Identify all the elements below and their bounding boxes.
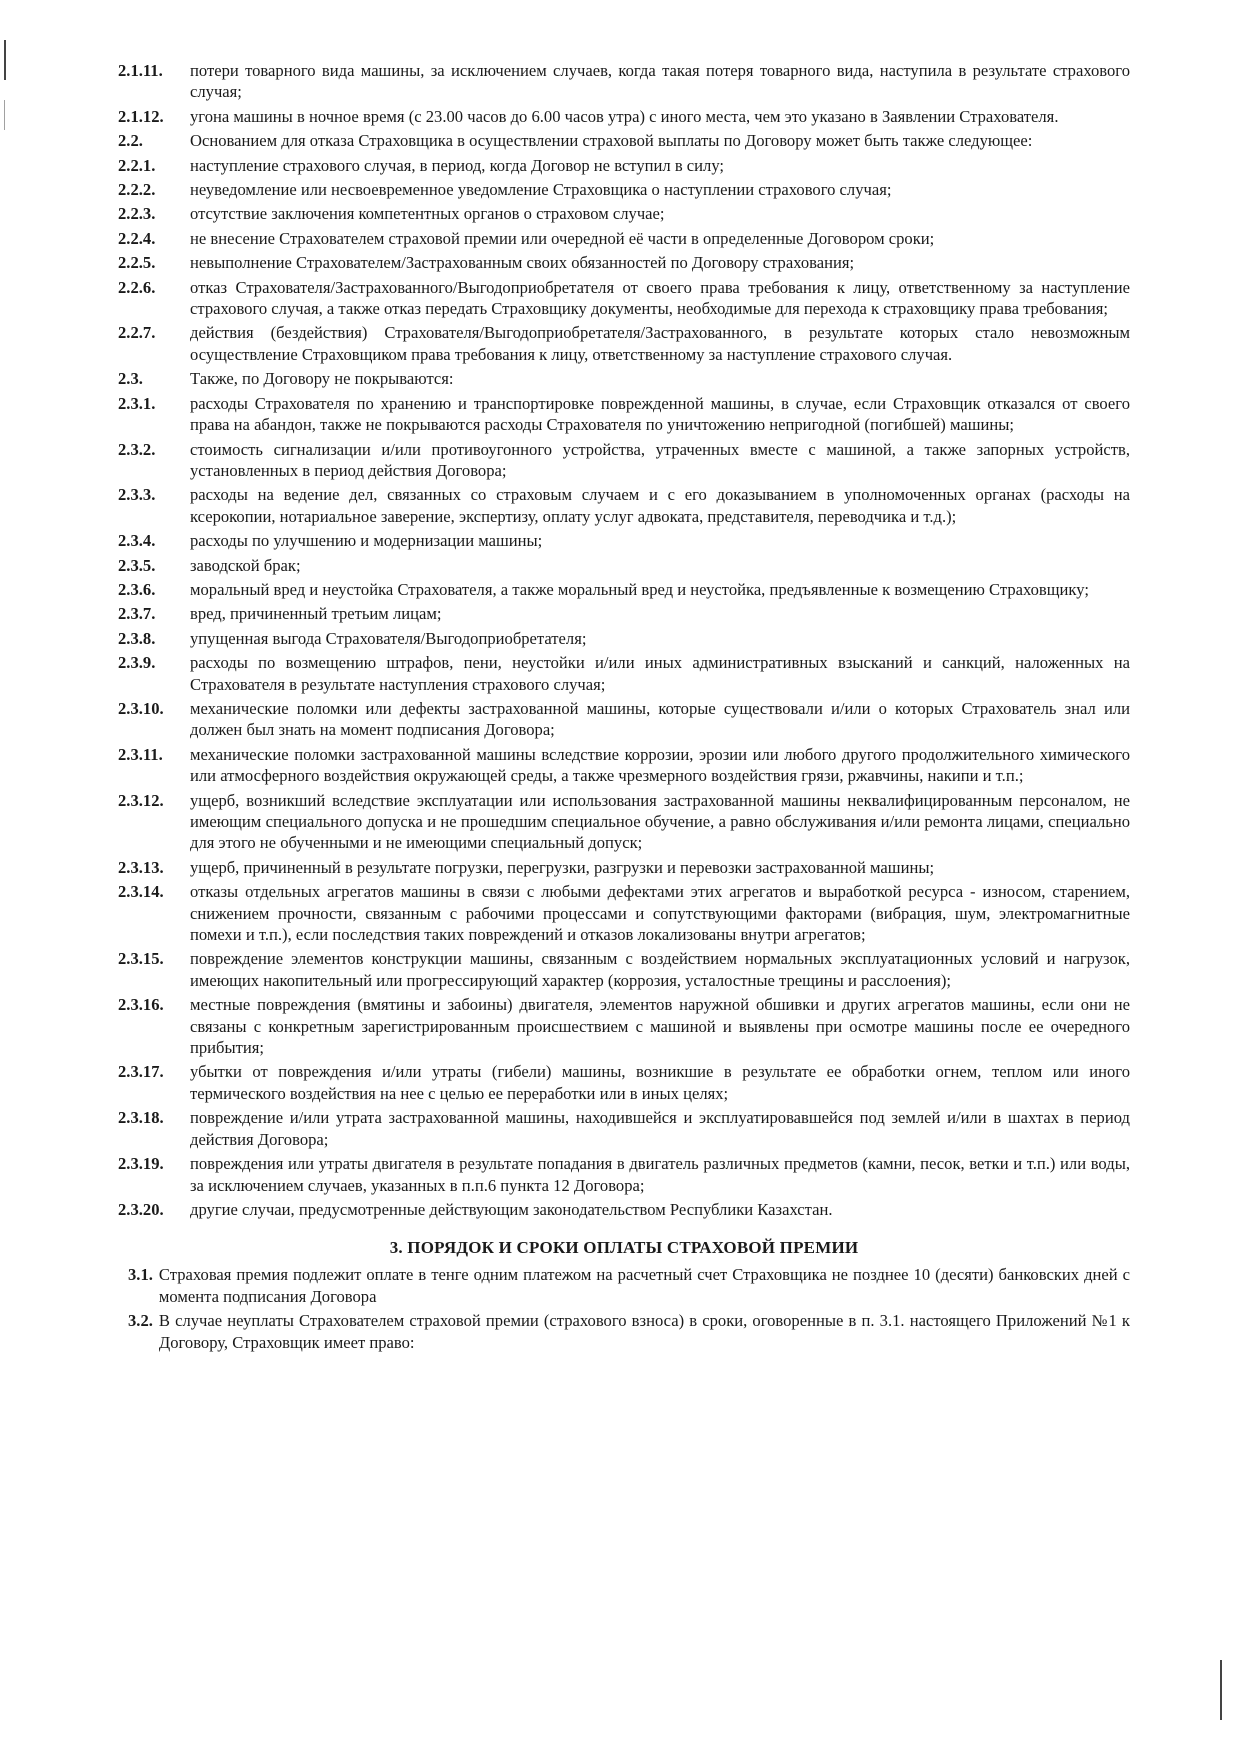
clause-text: заводской брак; <box>190 555 301 575</box>
clause-number: 2.3.3. <box>118 485 156 505</box>
clause-item <box>118 530 1130 551</box>
clause-text: отсутствие заключения компетентных органов о страховом случае; <box>190 204 665 224</box>
clause-item <box>118 322 1130 365</box>
clause-item <box>118 948 1130 991</box>
clause-item <box>118 203 1130 224</box>
clause-text: расходы по возмещению штрафов, пени, неустойки и/или иных административных взысканий и санкций, наложенных на Страхователя в результате наступления страхового случая; <box>190 653 1130 694</box>
clause-item <box>118 277 1130 320</box>
clause-text: расходы Страхователя по хранению и транспортировке поврежденной машины, в случае, если Страховщик отказался от своего права на абандон, также не покрываются расходы Страхователя по уничтожению непригодной (погибшей) машины; <box>190 393 1130 435</box>
clause-item <box>118 368 1130 389</box>
clause-text: механические поломки или дефекты застрахованной машины, которые существовали и/или о которых Страхователь знал или должен был знать на момент подписания Договора; <box>190 698 1130 740</box>
clause-item <box>118 155 1130 176</box>
document-body <box>118 60 1130 1356</box>
clause-item <box>118 857 1130 878</box>
clause-text: В случае неуплаты Страхователем страховой премии (страхового взноса) в сроки, оговоренные в п. 3.1. настоящего Приложений №1 к Договору, Страховщик имеет право: <box>158 1311 1130 1352</box>
clause-number: 3.2. <box>128 1311 153 1331</box>
clause-text: расходы на ведение дел, связанных со страховым случаем и с его доказыванием в уполномоченных органах (расходы на ксерокопии, нотариальное заверение, экспертизу, оплату услуг адвоката, представителя, переводчика и т.д.); <box>190 485 1130 526</box>
clause-number: 2.3.11. <box>118 744 163 764</box>
clause-text: ущерб, возникший вследствие эксплуатации или использования застрахованной машины неквалифицированным персоналом, не имеющим специального допуска и не прошедшим специальное обучение, а равно обслуживания и/или ремонта лицами, специально для этого не обученными и не имеющими специальный допуск; <box>190 790 1130 853</box>
clause-item <box>118 579 1130 600</box>
clause-number: 2.3.17. <box>118 1062 164 1082</box>
clause-text: угона машины в ночное время (с 23.00 часов до 6.00 часов утра) с иного места, чем это указано в Заявлении Страхователя. <box>190 106 1059 126</box>
clause-list <box>118 60 1130 1220</box>
clause-item <box>118 1264 1130 1307</box>
clause-text: упущенная выгода Страхователя/Выгодоприобретателя; <box>190 628 587 648</box>
scan-edge-mark <box>4 40 6 80</box>
clause-number: 2.2.5. <box>118 253 156 273</box>
clause-text: повреждение и/или утрата застрахованной машины, находившейся и эксплуатировавшейся под землей и/или в шахтах в период действия Договора; <box>190 1108 1130 1149</box>
clause-item <box>118 60 1130 103</box>
clause-number: 2.2.7. <box>118 323 156 343</box>
clause-text: наступление страхового случая, в период, когда Договор не вступил в силу; <box>190 155 725 175</box>
clause-item <box>118 603 1130 624</box>
clause-number: 2.3.9. <box>118 653 156 673</box>
clause-item <box>118 106 1130 127</box>
clause-text: Также, по Договору не покрываются: <box>190 369 454 389</box>
clause-text: стоимость сигнализации и/или противоугонного устройства, утраченных вместе с машиной, а также запорных устройств, установленных в период действия Договора; <box>190 439 1130 480</box>
clause-number: 2.2.4. <box>118 228 156 248</box>
clause-item <box>118 652 1130 695</box>
clause-item <box>118 555 1130 576</box>
clause-number: 2.1.12. <box>118 106 164 126</box>
clause-number: 2.3.14. <box>118 882 164 902</box>
clause-item <box>118 439 1130 482</box>
clause-item <box>118 130 1130 151</box>
clause-item <box>118 1310 1130 1353</box>
clause-text: не внесение Страхователем страховой премии или очередной её части в определенные Договором сроки; <box>190 228 935 248</box>
clause-item <box>118 790 1130 854</box>
clause-text: вред, причиненный третьим лицам; <box>190 604 442 624</box>
clause-number: 2.2.2. <box>118 180 156 200</box>
clause-number: 2.3.10. <box>118 698 164 718</box>
scan-edge-mark <box>4 100 5 130</box>
clause-item <box>118 179 1130 200</box>
clause-number: 2.3.2. <box>118 439 156 459</box>
clause-number: 2.3.6. <box>118 579 156 599</box>
clause-item <box>118 994 1130 1058</box>
clause-number: 2.3.7. <box>118 604 156 624</box>
clause-number: 3.1. <box>128 1265 153 1285</box>
clause-number: 2.3.19. <box>118 1154 164 1174</box>
section3-clause-list <box>118 1264 1130 1353</box>
clause-text: местные повреждения (вмятины и забоины) двигателя, элементов наружной обшивки и других агрегатов машины, если они не связаны с конкретным зарегистрированным происшествием с машиной и выявлены при осмотре машины после ее очередного прибытия; <box>190 995 1130 1058</box>
clause-text: Страховая премия подлежит оплате в тенге одним платежом на расчетный счет Страховщика не позднее 10 (десяти) банковских дней с момента подписания Договора <box>158 1265 1130 1306</box>
clause-item <box>118 1061 1130 1104</box>
clause-number: 2.3. <box>118 369 143 389</box>
clause-number: 2.3.5. <box>118 555 156 575</box>
clause-text: повреждение элементов конструкции машины, связанным с воздействием нормальных эксплуатационных условий и нагрузок, имеющих накопительный или прогрессирующий характер (коррозия, усталостные трещины и расслоения); <box>190 949 1130 990</box>
clause-text: расходы по улучшению и модернизации машины; <box>190 531 543 551</box>
clause-item <box>118 698 1130 741</box>
clause-number: 2.1.11. <box>118 61 163 80</box>
clause-number: 2.3.12. <box>118 790 164 810</box>
clause-number: 2.3.8. <box>118 628 156 648</box>
clause-number: 2.2. <box>118 131 143 151</box>
clause-number: 2.3.18. <box>118 1108 164 1128</box>
clause-text: действия (бездействия) Страхователя/Выгодоприобретателя/Застрахованного, в результате которых стало невозможным осуществление Страховщиком права требования к лицу, ответственному за наступление страхового случая. <box>190 323 1130 364</box>
clause-item <box>118 744 1130 787</box>
clause-text: потери товарного вида машины, за исключением случаев, когда такая потеря товарного вида, наступила в результате страхового случая; <box>190 61 1130 102</box>
clause-number: 2.2.3. <box>118 204 156 224</box>
clause-number: 2.2.1. <box>118 155 156 175</box>
clause-text: отказ Страхователя/Застрахованного/Выгодоприобретателя от своего права требования к лицу, ответственному за наступление страхового случая, а также отказ передать Страховщику документы, необходимые для перехода к страховщику права требования; <box>190 277 1130 319</box>
clause-item <box>118 881 1130 945</box>
scan-edge-mark <box>1220 1660 1222 1720</box>
clause-item <box>118 1107 1130 1150</box>
clause-text: повреждения или утраты двигателя в результате попадания в двигатель различных предметов (камни, песок, ветки и т.п.) или воды, за исключением случаев, указанных в п.п.6 пункта 12 Договора; <box>190 1154 1130 1195</box>
clause-item <box>118 1153 1130 1196</box>
clause-item <box>118 1199 1130 1220</box>
clause-text: ущерб, причиненный в результате погрузки, перегрузки, разгрузки и перевозки застрахованной машины; <box>190 857 935 877</box>
clause-item <box>118 484 1130 527</box>
clause-number: 2.3.20. <box>118 1199 164 1219</box>
clause-text: моральный вред и неустойка Страхователя, а также моральный вред и неустойка, предъявленные к возмещению Страховщику; <box>190 579 1089 599</box>
section-heading: 3. ПОРЯДОК И СРОКИ ОПЛАТЫ СТРАХОВОЙ ПРЕМИИ <box>389 1238 859 1258</box>
clause-text: убытки от повреждения и/или утраты (гибели) машины, возникшие в результате ее обработки огнем, теплом или иного термического воздействия на нее с целью ее переработки или в иных целях; <box>190 1062 1130 1103</box>
clause-text: механические поломки застрахованной машины вследствие коррозии, эрозии или любого другого продолжительного химического или атмосферного воздействия окружающей среды, а также чрезмерного воздействия грязи, ржавчины, накипи и т.п.; <box>190 744 1130 786</box>
clause-item <box>118 252 1130 273</box>
clause-number: 2.3.1. <box>118 393 156 413</box>
clause-item <box>118 628 1130 649</box>
clause-number: 2.2.6. <box>118 277 156 297</box>
clause-text: отказы отдельных агрегатов машины в связи с любыми дефектами этих агрегатов и выработкой ресурса - износом, старением, снижением прочности, связанным с рабочими процессами и сопутствующими факторами (вибрация, шум, электромагнитные помехи и т.п.), если последствия таких повреждений и отказов локализованы внутри агрегатов; <box>190 882 1130 945</box>
clause-number: 2.3.16. <box>118 995 164 1015</box>
clause-item <box>118 393 1130 436</box>
clause-number: 2.3.4. <box>118 531 156 551</box>
clause-text: другие случаи, предусмотренные действующим законодательством Республики Казахстан. <box>190 1199 833 1219</box>
clause-number: 2.3.13. <box>118 857 164 877</box>
clause-text: неуведомление или несвоевременное уведомление Страховщика о наступлении страхового случая; <box>190 180 892 200</box>
clause-number: 2.3.15. <box>118 949 164 969</box>
clause-text: невыполнение Страхователем/Застрахованным своих обязанностей по Договору страхования; <box>190 253 855 273</box>
clause-item <box>118 228 1130 249</box>
clause-text: Основанием для отказа Страховщика в осуществлении страховой выплаты по Договору может быть также следующее: <box>190 131 1033 151</box>
